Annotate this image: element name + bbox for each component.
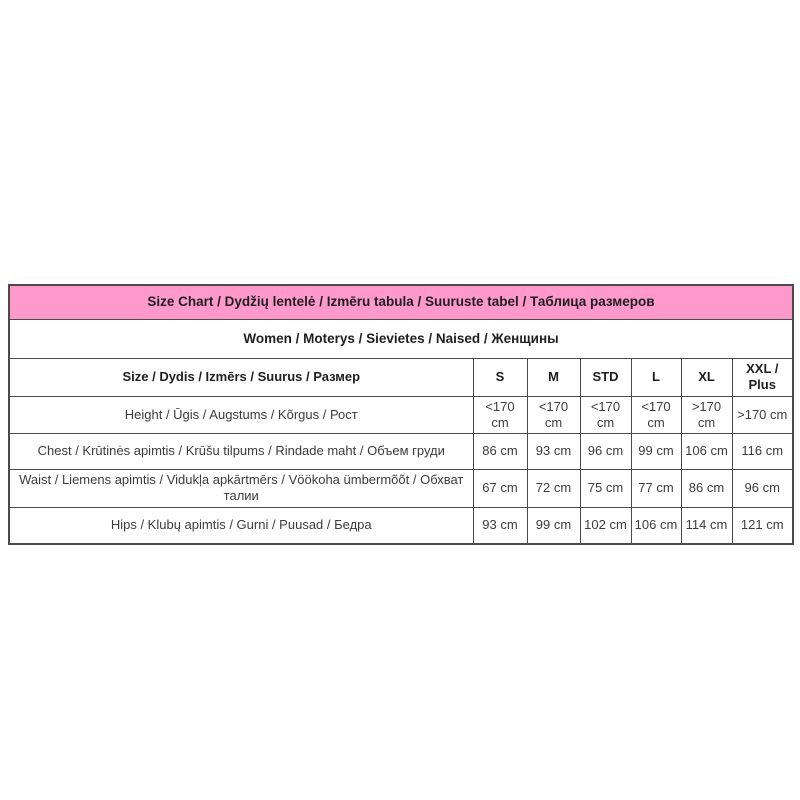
chest-value-xxl-plus: 116 cm — [732, 434, 793, 470]
row-label-hips: Hips / Klubų apimtis / Gurni / Puusad / Бедра — [9, 507, 473, 544]
waist-value-s: 67 cm — [473, 470, 527, 508]
chest-value-std: 96 cm — [580, 434, 631, 470]
title-row — [9, 285, 793, 320]
table-row-height — [9, 396, 793, 434]
height-value-std: <170 cm — [580, 396, 631, 434]
table-subtitle: Women / Moterys / Sievietes / Naised / Женщины — [9, 320, 793, 359]
height-value-xxl-plus: >170 cm — [732, 396, 793, 434]
row-label-chest: Chest / Krūtinės apimtis / Krūšu tilpums / Rindade maht / Объем груди — [9, 434, 473, 470]
column-header-std: STD — [580, 359, 631, 397]
column-header-s: S — [473, 359, 527, 397]
height-value-l: <170 cm — [631, 396, 681, 434]
row-label-height: Height / Ūgis / Augstums / Kõrgus / Рост — [9, 396, 473, 434]
column-header-size: Size / Dydis / Izmērs / Suurus / Размер — [9, 359, 473, 397]
table-row-chest — [9, 434, 793, 470]
hips-value-xl: 114 cm — [681, 507, 732, 544]
table-row-hips — [9, 507, 793, 544]
waist-value-m: 72 cm — [527, 470, 580, 508]
waist-value-std: 75 cm — [580, 470, 631, 508]
chest-value-m: 93 cm — [527, 434, 580, 470]
table-row-waist — [9, 470, 793, 508]
chest-value-s: 86 cm — [473, 434, 527, 470]
column-header-xl: XL — [681, 359, 732, 397]
column-header-l: L — [631, 359, 681, 397]
waist-value-l: 77 cm — [631, 470, 681, 508]
chest-value-l: 99 cm — [631, 434, 681, 470]
subtitle-row — [9, 320, 793, 359]
row-label-waist: Waist / Liemens apimtis / Vidukļa apkārtmērs / Vöökoha ümbermõõt / Обхват талии — [9, 470, 473, 508]
table-title: Size Chart / Dydžių lentelė / Izmēru tabula / Suuruste tabel / Таблица размеров — [9, 285, 793, 320]
hips-value-m: 99 cm — [527, 507, 580, 544]
column-header-row — [9, 359, 793, 397]
height-value-s: <170 cm — [473, 396, 527, 434]
size-chart-table — [8, 284, 794, 545]
chest-value-xl: 106 cm — [681, 434, 732, 470]
height-value-xl: >170 cm — [681, 396, 732, 434]
column-header-xxl-plus: XXL / Plus — [732, 359, 793, 397]
hips-value-xxl-plus: 121 cm — [732, 507, 793, 544]
height-value-m: <170 cm — [527, 396, 580, 434]
hips-value-l: 106 cm — [631, 507, 681, 544]
hips-value-std: 102 cm — [580, 507, 631, 544]
waist-value-xxl-plus: 96 cm — [732, 470, 793, 508]
waist-value-xl: 86 cm — [681, 470, 732, 508]
column-header-m: M — [527, 359, 580, 397]
hips-value-s: 93 cm — [473, 507, 527, 544]
